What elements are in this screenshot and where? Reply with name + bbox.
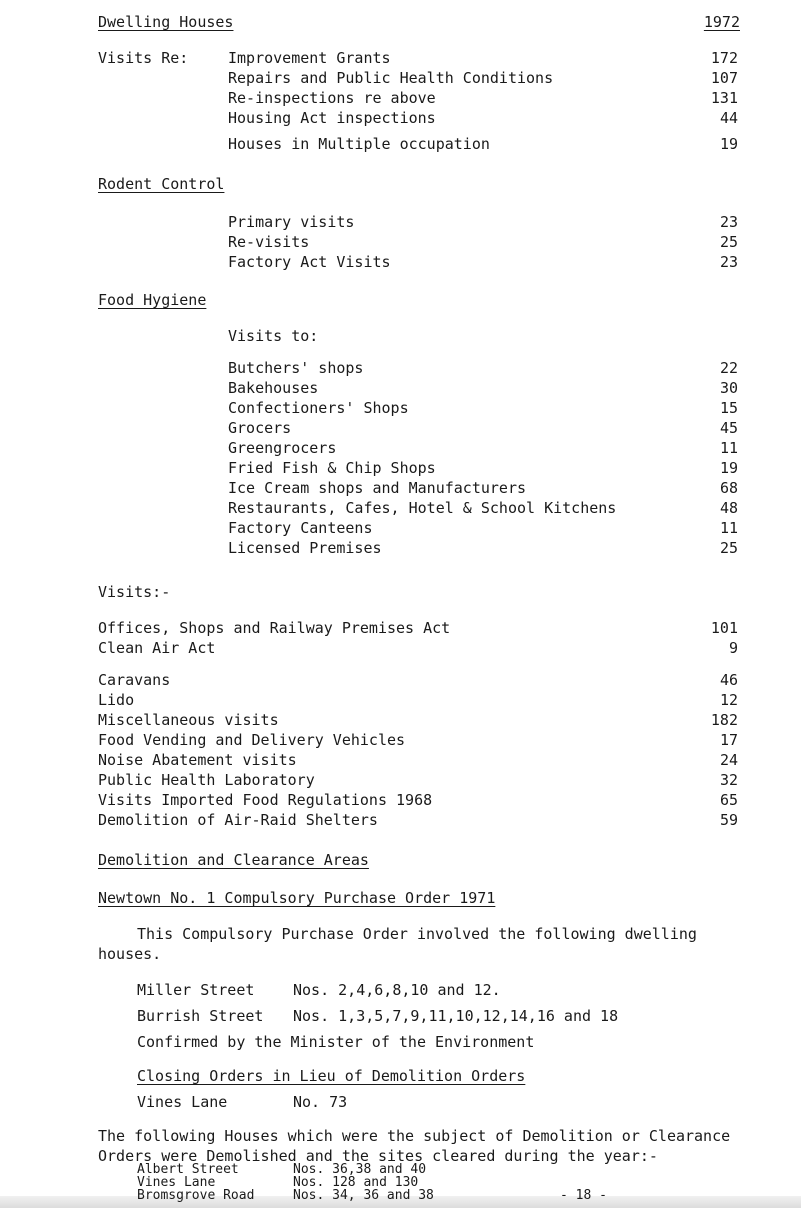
list-item-label: Greengrocers xyxy=(228,439,337,457)
list-item-label: Butchers' shops xyxy=(228,359,364,377)
list-item-value: 45 xyxy=(719,419,738,437)
list-item-label: Improvement Grants xyxy=(228,49,391,67)
street-name: Vines Lane xyxy=(137,1175,216,1190)
list-item-value: 23 xyxy=(719,213,738,231)
street-name: Burrish Street xyxy=(137,1007,264,1025)
street-numbers: Nos. 1,3,5,7,9,11,10,12,14,16 and 18 xyxy=(293,1007,619,1025)
list-item-label: Public Health Laboratory xyxy=(98,771,315,789)
list-item-value: 11 xyxy=(719,519,738,537)
list-item-label: Repairs and Public Health Conditions xyxy=(228,69,554,87)
list-item-value: 32 xyxy=(719,771,738,789)
list-item-label: Re-visits xyxy=(228,233,310,251)
list-item-label: Food Vending and Delivery Vehicles xyxy=(98,731,406,749)
list-item-label: Bakehouses xyxy=(228,379,319,397)
list-item-label: Visits Imported Food Regulations 1968 xyxy=(98,791,433,809)
paragraph-line: Orders were Demolished and the sites cleared during the year:- xyxy=(98,1147,658,1165)
list-item-value: 25 xyxy=(719,539,738,557)
list-item-value: 44 xyxy=(719,109,738,127)
section-heading-food-hygiene: Food Hygiene xyxy=(98,291,207,309)
list-item-label: Lido xyxy=(98,691,135,709)
page-year: 1972 xyxy=(703,13,740,31)
list-item-value: 9 xyxy=(728,639,738,657)
page-number: - 18 - xyxy=(560,1188,607,1203)
list-item-label: Miscellaneous visits xyxy=(98,711,279,729)
street-name: Albert Street xyxy=(137,1162,239,1177)
street-name: Vines Lane xyxy=(137,1093,228,1111)
list-item-label: Re-inspections re above xyxy=(228,89,436,107)
closing-orders-heading: Closing Orders in Lieu of Demolition Orders xyxy=(137,1067,526,1085)
paragraph-line: houses. xyxy=(98,945,162,963)
list-item-value: 30 xyxy=(719,379,738,397)
list-item-value: 46 xyxy=(719,671,738,689)
street-numbers: Nos. 128 and 130 xyxy=(293,1175,419,1190)
list-item-label: Licensed Premises xyxy=(228,539,382,557)
street-numbers: Nos. 2,4,6,8,10 and 12. xyxy=(293,981,501,999)
list-item-value: 19 xyxy=(719,459,738,477)
list-item-value: 11 xyxy=(719,439,738,457)
street-numbers: No. 73 xyxy=(293,1093,348,1111)
list-item-label: Factory Act Visits xyxy=(228,253,391,271)
list-item-value: 172 xyxy=(710,49,738,67)
visits-label: Visits:- xyxy=(98,583,171,601)
list-item-label: Fried Fish & Chip Shops xyxy=(228,459,436,477)
visits-re-label: Visits Re: xyxy=(98,49,189,67)
list-item-value: 25 xyxy=(719,233,738,251)
list-item-value: 182 xyxy=(710,711,738,729)
street-name: Miller Street xyxy=(137,981,255,999)
list-item-label: Offices, Shops and Railway Premises Act xyxy=(98,619,451,637)
list-item-value: 19 xyxy=(719,135,738,153)
list-item-label: Restaurants, Cafes, Hotel & School Kitchens xyxy=(228,499,617,517)
list-item-label: Housing Act inspections xyxy=(228,109,436,127)
list-item-value: 12 xyxy=(719,691,738,709)
list-item-value: 131 xyxy=(710,89,738,107)
street-numbers: Nos. 34, 36 and 38 xyxy=(293,1188,434,1203)
list-item-label: Ice Cream shops and Manufacturers xyxy=(228,479,527,497)
list-item-value: 59 xyxy=(719,811,738,829)
list-item-label: Demolition of Air-Raid Shelters xyxy=(98,811,378,829)
list-item-label: Noise Abatement visits xyxy=(98,751,297,769)
section-heading-rodent-control: Rodent Control xyxy=(98,175,225,193)
street-numbers: Nos. 36,38 and 40 xyxy=(293,1162,427,1177)
list-item-label: Primary visits xyxy=(228,213,355,231)
list-item-label: Grocers xyxy=(228,419,292,437)
list-item-value: 68 xyxy=(719,479,738,497)
food-hygiene-intro: Visits to: xyxy=(228,327,319,345)
order-heading: Newtown No. 1 Compulsory Purchase Order 1971 xyxy=(98,889,496,907)
list-item-value: 48 xyxy=(719,499,738,517)
list-item-value: 17 xyxy=(719,731,738,749)
paragraph-line: The following Houses which were the subject of Demolition or Clearance xyxy=(98,1127,731,1145)
list-item-label: Houses in Multiple occupation xyxy=(228,135,490,153)
list-item-value: 23 xyxy=(719,253,738,271)
list-item-value: 65 xyxy=(719,791,738,809)
list-item-value: 101 xyxy=(710,619,738,637)
list-item-value: 107 xyxy=(710,69,738,87)
list-item-value: 22 xyxy=(719,359,738,377)
confirmed-line: Confirmed by the Minister of the Environment xyxy=(137,1033,535,1051)
list-item-label: Caravans xyxy=(98,671,171,689)
section-heading-demolition: Demolition and Clearance Areas xyxy=(98,851,369,869)
list-item-label: Confectioners' Shops xyxy=(228,399,409,417)
street-name: Bromsgrove Road xyxy=(137,1188,255,1203)
list-item-label: Factory Canteens xyxy=(228,519,373,537)
list-item-value: 15 xyxy=(719,399,738,417)
paragraph-line: This Compulsory Purchase Order involved the following dwelling xyxy=(137,925,697,943)
page-title: Dwelling Houses xyxy=(98,13,234,31)
list-item-label: Clean Air Act xyxy=(98,639,216,657)
list-item-value: 24 xyxy=(719,751,738,769)
